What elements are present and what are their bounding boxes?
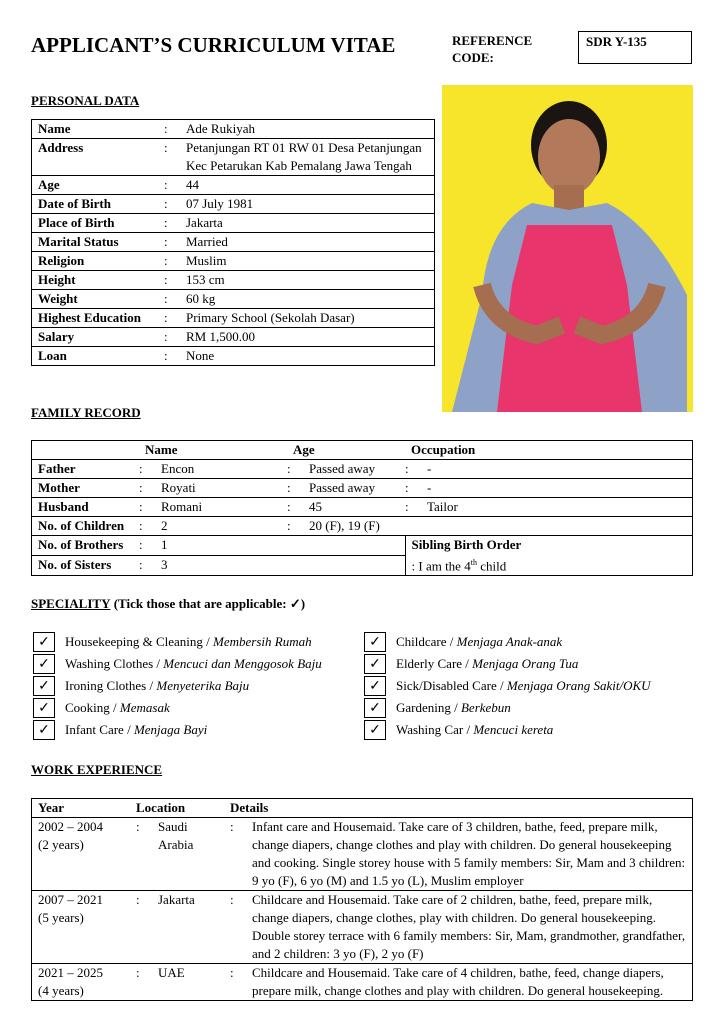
work-location: Saudi Arabia [152, 818, 224, 891]
speciality-label: Sick/Disabled Care / Menjaga Orang Sakit/OKU [396, 678, 651, 693]
personal-value: 60 kg [180, 290, 435, 309]
children-label: No. of Children [32, 517, 140, 536]
personal-value: Jakarta [180, 214, 435, 233]
personal-label: Height [32, 271, 165, 290]
personal-label: Date of Birth [32, 195, 165, 214]
personal-row: Height : 153 cm [32, 271, 435, 290]
family-age: 45 [303, 498, 405, 517]
personal-value: RM 1,500.00 [180, 328, 435, 347]
work-row: 2007 – 2021 (5 years) : Jakarta : Childcare and Housemaid. Take care of 2 children, bathe, feed, prepare milk, change diapers, change clothes, play with children. Do general housekeeping. Double storey terrace with 6 family members: Sir, Mam, grandmother, grandfather, and 2 children: 3 yo (F), 2 yo (F) [32, 891, 693, 964]
family-relation: Father [32, 460, 140, 479]
speciality-label: Gardening / Berkebun [396, 700, 511, 715]
family-section-title: FAMILY RECORD [31, 405, 141, 420]
personal-value: None [180, 347, 435, 366]
speciality-item [33, 654, 322, 674]
work-header-row [32, 799, 693, 818]
personal-row: Date of Birth : 07 July 1981 [32, 195, 435, 214]
personal-label: Weight [32, 290, 165, 309]
children-count: 2 [155, 517, 287, 536]
work-year: 2007 – 2021 (5 years) [32, 891, 131, 964]
personal-row: Marital Status : Married [32, 233, 435, 252]
speciality-item [364, 676, 651, 696]
tick-checkbox[interactable]: ✓ [364, 698, 386, 718]
children-ages: 20 (F), 19 (F) [303, 517, 693, 536]
tick-checkbox[interactable]: ✓ [364, 632, 386, 652]
family-header-age: Age [287, 441, 405, 460]
reference-code: SDR Y-135 [578, 31, 692, 64]
speciality-item [33, 698, 170, 718]
family-age: Passed away [303, 479, 405, 498]
birth-order-cell [405, 536, 693, 576]
work-section-title: WORK EXPERIENCE [31, 762, 163, 777]
work-table [31, 798, 693, 1001]
personal-row: Highest Education : Primary School (Sekolah Dasar) [32, 309, 435, 328]
family-row: Mother : Royati : Passed away : - [32, 479, 693, 498]
work-header-location: Location [130, 799, 224, 818]
speciality-item [33, 720, 207, 740]
speciality-section-title: SPECIALITY [31, 596, 111, 611]
speciality-note: (Tick those that are applicable: ✓) [113, 596, 306, 611]
personal-row: Name : Ade Rukiyah [32, 120, 435, 139]
family-name: Romani [155, 498, 287, 517]
sisters-count: 3 [155, 556, 405, 576]
person-image [442, 85, 693, 412]
reference-label: REFERENCE CODE: [452, 33, 533, 65]
personal-value: 44 [180, 176, 435, 195]
personal-label: Name [32, 120, 165, 139]
birth-order-label: Sibling Birth Order [411, 537, 522, 552]
tick-checkbox[interactable]: ✓ [33, 676, 55, 696]
personal-label: Marital Status [32, 233, 165, 252]
personal-label: Age [32, 176, 165, 195]
family-name: Royati [155, 479, 287, 498]
personal-row: Religion : Muslim [32, 252, 435, 271]
tick-checkbox[interactable]: ✓ [33, 698, 55, 718]
work-details: Childcare and Housemaid. Take care of 2 children, bathe, feed, prepare milk, change diapers, change clothes, play with children. Do general housekeeping. Double storey terrace with 6 family members: Sir, Mam, grandmother, grandfather, and 2 children: 3 yo (F), 2 yo (F) [246, 891, 693, 964]
speciality-label: Elderly Care / Menjaga Orang Tua [396, 656, 579, 671]
family-relation: Mother [32, 479, 140, 498]
speciality-label: Housekeeping & Cleaning / Membersih Rumah [65, 634, 312, 649]
sisters-label: No. of Sisters [32, 556, 140, 576]
personal-row: Address : Petanjungan RT 01 RW 01 Desa Petanjungan Kec Petarukan Kab Pemalang Jawa Tengah [32, 139, 435, 176]
family-header-row [32, 441, 693, 460]
personal-label: Address [32, 139, 165, 176]
personal-value: Ade Rukiyah [180, 120, 435, 139]
tick-checkbox[interactable]: ✓ [364, 654, 386, 674]
work-details: Infant care and Housemaid. Take care of 3 children, bathe, feed, prepare milk, change diapers, change clothes and play with children. Do general housekeeping and cooking. Single storey house with 5 family members: Sir, Mam and 3 children: 9 yo (F), 6 yo (M) and 1.5 yo (L), Muslim employer [246, 818, 693, 891]
personal-table [31, 119, 435, 366]
family-occupation: - [421, 460, 693, 479]
brothers-count: 1 [155, 536, 405, 556]
personal-row: Loan : None [32, 347, 435, 366]
work-header-details: Details [224, 799, 693, 818]
personal-section-title: PERSONAL DATA [31, 93, 140, 108]
speciality-heading [31, 596, 305, 612]
personal-row: Place of Birth : Jakarta [32, 214, 435, 233]
family-sisters-row: No. of Sisters : 3 [32, 556, 693, 576]
speciality-label: Washing Clothes / Mencuci dan Menggosok Baju [65, 656, 322, 671]
personal-label: Religion [32, 252, 165, 271]
family-occupation: Tailor [421, 498, 693, 517]
speciality-label: Washing Car / Mencuci kereta [396, 722, 554, 737]
family-header-occupation: Occupation [405, 441, 693, 460]
speciality-item [33, 632, 312, 652]
work-row: 2021 – 2025 (4 years) : UAE : Childcare and Housemaid. Take care of 4 children, bathe, feed, change diapers, prepare milk, change clothes and play with children. Do general housekeeping. [32, 964, 693, 1001]
speciality-label: Cooking / Memasak [65, 700, 170, 715]
tick-checkbox[interactable]: ✓ [33, 720, 55, 740]
personal-value: Muslim [180, 252, 435, 271]
personal-label: Loan [32, 347, 165, 366]
applicant-photo [442, 85, 693, 412]
personal-value: Primary School (Sekolah Dasar) [180, 309, 435, 328]
personal-value: 153 cm [180, 271, 435, 290]
personal-label: Highest Education [32, 309, 165, 328]
speciality-item [364, 698, 511, 718]
family-brothers-row: No. of Brothers : 1 Sibling Birth Order : I am the 4th child [32, 536, 693, 556]
tick-checkbox[interactable]: ✓ [364, 676, 386, 696]
work-location: UAE [152, 964, 224, 1001]
work-row: 2002 – 2004 (2 years) : Saudi Arabia : Infant care and Housemaid. Take care of 3 children, bathe, feed, prepare milk, change diapers, change clothes and play with children. Do general housekeeping and cooking. Single storey house with 5 family members: Sir, Mam and 3 children: 9 yo (F), 6 yo (M) and 1.5 yo (L), Muslim employer [32, 818, 693, 891]
tick-checkbox[interactable]: ✓ [33, 632, 55, 652]
personal-row: Age : 44 [32, 176, 435, 195]
work-header-year: Year [32, 799, 131, 818]
speciality-item [364, 654, 578, 674]
personal-label: Salary [32, 328, 165, 347]
work-details: Childcare and Housemaid. Take care of 4 children, bathe, feed, change diapers, prepare milk, change clothes and play with children. Do general housekeeping. [246, 964, 693, 1001]
family-age: Passed away [303, 460, 405, 479]
family-occupation: - [421, 479, 693, 498]
family-relation: Husband [32, 498, 140, 517]
personal-row: Weight : 60 kg [32, 290, 435, 309]
family-header-name: Name [139, 441, 287, 460]
family-row: Father : Encon : Passed away : - [32, 460, 693, 479]
tick-checkbox[interactable]: ✓ [364, 720, 386, 740]
work-year: 2002 – 2004 (2 years) [32, 818, 131, 891]
family-table [31, 440, 693, 576]
family-children-row: No. of Children : 2 : 20 (F), 19 (F) [32, 517, 693, 536]
personal-value: 07 July 1981 [180, 195, 435, 214]
birth-order-value: : I am the 4th child [411, 558, 507, 574]
personal-value: Petanjungan RT 01 RW 01 Desa Petanjungan Kec Petarukan Kab Pemalang Jawa Tengah [180, 139, 435, 176]
speciality-item [33, 676, 249, 696]
personal-row: Salary : RM 1,500.00 [32, 328, 435, 347]
speciality-label: Childcare / Menjaga Anak-anak [396, 634, 563, 649]
page-title: APPLICANT’S CURRICULUM VITAE [31, 33, 396, 57]
speciality-label: Ironing Clothes / Menyeterika Baju [65, 678, 250, 693]
speciality-item [364, 632, 562, 652]
work-location: Jakarta [152, 891, 224, 964]
tick-checkbox[interactable]: ✓ [33, 654, 55, 674]
personal-label: Place of Birth [32, 214, 165, 233]
personal-value: Married [180, 233, 435, 252]
family-row: Husband : Romani : 45 : Tailor [32, 498, 693, 517]
family-name: Encon [155, 460, 287, 479]
speciality-item [364, 720, 553, 740]
speciality-label: Infant Care / Menjaga Bayi [65, 722, 208, 737]
brothers-label: No. of Brothers [32, 536, 140, 556]
work-year: 2021 – 2025 (4 years) [32, 964, 131, 1001]
